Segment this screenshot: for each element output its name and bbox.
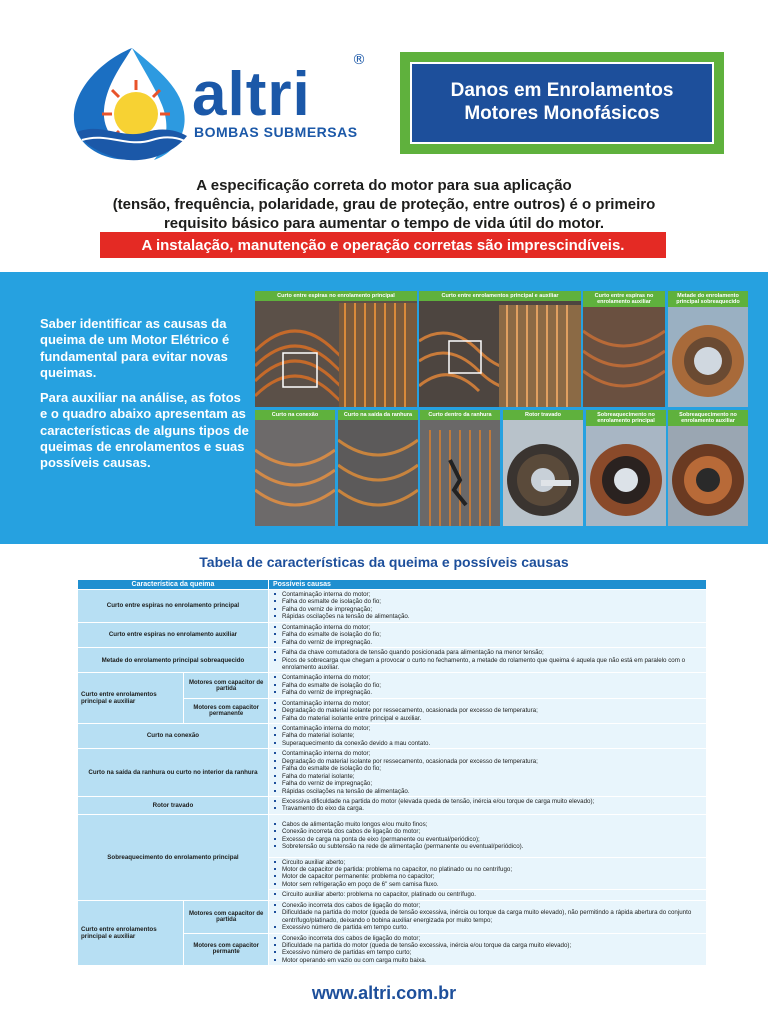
brand-name: altri (192, 60, 311, 129)
table-header-row (78, 580, 707, 590)
cause-item: Contaminação interna do motor; (272, 700, 703, 707)
cause-item: Conexão incorreta dos cabos de ligação do motor; (272, 902, 703, 909)
photo-curto-conexao (255, 410, 335, 526)
photo-label: Curto entre espiras no enrolamento auxiliar (583, 291, 665, 307)
cause-item: Falha do verniz de impregnação; (272, 780, 703, 787)
photo-label: Curto na conexão (255, 410, 335, 420)
row-name: Curto na saída da ranhura ou curto no interior da ranhura (78, 749, 269, 797)
stator-photo-icon (668, 291, 748, 407)
cause-item: Motor sem refrigeração em poço de 6" sem camisa fluxo. (272, 881, 703, 888)
cause-item: Circuito auxiliar aberto; (272, 859, 703, 866)
cause-item: Superaquecimento da conexão devido a mau contato. (272, 740, 703, 747)
cause-item: Excessiva dificuldade na partida do motor (elevada queda de tensão, inércia e/ou torque de carga muito elevado); (272, 798, 703, 805)
website-link[interactable]: www.altri.com.br (311, 983, 457, 1003)
row-causes (268, 673, 706, 698)
row-causes (268, 698, 706, 723)
stator-photo-icon (586, 410, 666, 526)
row-causes (268, 900, 706, 933)
registered-mark: ® (352, 52, 366, 68)
cause-item: Falha do verniz de impregnação. (272, 689, 703, 696)
cause-item: Excessivo número de partida em tempo curto. (272, 924, 703, 931)
column-header-causes: Possíveis causas (268, 580, 706, 590)
cause-item: Circuito auxiliar aberto: problema no capacitor, platinado ou centrífugo. (272, 891, 703, 898)
photo-label: Metade do enrolamento principal sobreaquecido (668, 291, 748, 307)
cause-item: Falha do esmalte de isolação do fio; (272, 682, 703, 689)
row-name: Rotor travado (78, 796, 269, 814)
photo-curto-principal-auxiliar (419, 291, 581, 407)
row-causes (268, 857, 706, 890)
cause-item: Picos de sobrecarga que chegam a provocar o curto no fechamento, a metade do rolamento que queima é aquela que não está em paralelo com o enrolamento auxiliar. (272, 657, 703, 672)
table-row (78, 590, 707, 623)
cause-item: Degradação do material isolante por ressecamento, ocasionada por excesso de temperatura; (272, 758, 703, 765)
row-causes (268, 724, 706, 749)
cause-item: Dificuldade na partida do motor (queda de tensão excessiva, inércia ou torque da carga muito elevado), não permitindo a rápida abertura do conjunto centrífugo/platinado, deixando o bobina auxiliar energizada por muito tempo; (272, 909, 703, 924)
cause-item: Dificuldade na partida do motor (queda de tensão excessiva, inércia e/ou torque da carga muito elevado); (272, 942, 703, 949)
photo-label: Curto na saída da ranhura (338, 410, 418, 420)
row-name: Curto entre espiras no enrolamento principal (78, 590, 269, 623)
photo-rotor-travado (503, 410, 583, 526)
intro-line-2: (tensão, frequência, polaridade, grau de proteção, entre outros) é o primeiro (112, 196, 656, 214)
row-subtype: Motores com capacitor permante (184, 933, 269, 966)
cause-item: Falha do verniz de impregnação. (272, 639, 703, 646)
table-title: Tabela de características da queima e possíveis causas (199, 554, 569, 570)
photo-band (0, 272, 768, 544)
row-name: Curto entre enrolamentos principal e auxiliar (78, 900, 184, 966)
cause-item: Cabos de alimentação muito longos e/ou muito finos; (272, 821, 703, 828)
row-name: Sobreaquecimento do enrolamento principal (78, 814, 269, 900)
brand-tagline: BOMBAS SUBMERSAS (194, 124, 358, 140)
row-name: Curto entre enrolamentos principal e auxiliar (78, 673, 184, 724)
photo-curto-dentro-ranhura (420, 410, 500, 526)
cause-item: Rápidas oscilações na tensão de alimentação. (272, 613, 703, 620)
photo-label: Rotor travado (503, 410, 583, 420)
row-causes (268, 796, 706, 814)
cause-item: Conexão incorreta dos cabos de ligação do motor; (272, 828, 703, 835)
cause-item: Excessivo número de partidas em tempo curto; (272, 949, 703, 956)
cause-item: Motor de capacitor permanente: problema no capacitor; (272, 873, 703, 880)
cause-item: Sobretensão ou subtensão na rede de alimentação (permanente ou eventual/periódico). (272, 843, 703, 850)
table-row (78, 749, 707, 797)
row-subtype: Motores com capacitor de partida (184, 900, 269, 933)
cause-item: Travamento do eixo da carga. (272, 805, 703, 812)
cause-item: Contaminação interna do motor; (272, 725, 703, 732)
table-row (78, 814, 707, 857)
stator-photo-icon (668, 410, 748, 526)
title-line-1: Danos em Enrolamentos (450, 80, 674, 102)
causes-table (77, 579, 707, 966)
intro-line-1: A especificação correta do motor para sua aplicação (196, 177, 572, 194)
cause-item: Falha do esmalte de isolação do fio; (272, 765, 703, 772)
table-row (78, 724, 707, 749)
table-row (78, 622, 707, 647)
table-row (78, 673, 707, 698)
photo-curto-saida-ranhura (338, 410, 418, 526)
cause-item: Falha da chave comutadora de tensão quando posicionada para alimentação na menor tensão; (272, 649, 703, 656)
title-box (400, 52, 724, 154)
stator-photo-icon (503, 410, 583, 526)
cause-item: Conexão incorreta dos cabos de ligação do motor; (272, 935, 703, 942)
title-line-2: Motores Monofásicos (464, 103, 660, 124)
cause-item: Contaminação interna do motor; (272, 674, 703, 681)
highlight-banner: A instalação, manutenção e operação corretas são imprescindíveis. (100, 232, 666, 258)
photo-label: Curto entre espiras no enrolamento principal (255, 291, 417, 301)
row-causes (268, 648, 706, 673)
cause-item: Falha do material isolante; (272, 732, 703, 739)
row-causes (268, 590, 706, 623)
row-name: Metade do enrolamento principal sobreaquecido (78, 648, 269, 673)
row-causes (268, 814, 706, 857)
winding-photo-icon (255, 410, 335, 526)
cause-item: Motor operando em vazio ou com carga muito baixa. (272, 957, 703, 964)
cause-item: Falha do verniz de impregnação; (272, 606, 703, 613)
logo-mark-icon (62, 40, 202, 170)
row-causes (268, 890, 706, 900)
winding-photo-icon (255, 291, 417, 407)
cause-item: Falha do material isolante; (272, 773, 703, 780)
row-causes (268, 622, 706, 647)
band-text-1: Saber identificar as causas da queima de um Motor Elétrico é fundamental para evitar novas queimas. (40, 316, 230, 380)
row-causes (268, 933, 706, 966)
table-row (78, 900, 707, 933)
title-panel (410, 62, 714, 144)
band-text-2: Para auxiliar na análise, as fotos e o quadro abaixo apresentam as características de alguns tipos de queimas de enrolamentos e suas possíveis causas. (40, 390, 249, 470)
cause-item: Rápidas oscilações na tensão de alimentação. (272, 788, 703, 795)
winding-photo-icon (583, 291, 665, 407)
photo-curto-espiras-auxiliar (583, 291, 665, 407)
cause-item: Motor de capacitor de partida: problema no capacitor, no platinado ou no centrífugo; (272, 866, 703, 873)
photo-label: Curto dentro da ranhura (420, 410, 500, 420)
photo-sobreaquecimento-principal (586, 410, 666, 526)
photo-label: Sobreaquecimento no enrolamento principal (586, 410, 666, 426)
intro-line-3: requisito básico para aumentar o tempo de vida útil do motor. (163, 215, 605, 233)
table-row (78, 796, 707, 814)
cause-item: Falha do material isolante entre principal e auxiliar. (272, 715, 703, 722)
cause-item: Contaminação interna do motor; (272, 750, 703, 757)
row-name: Curto entre espiras no enrolamento auxiliar (78, 622, 269, 647)
photo-label: Sobreaquecimento no enrolamento auxiliar (668, 410, 748, 426)
row-subtype: Motores com capacitor de partida (184, 673, 269, 698)
intro-text (40, 176, 728, 234)
winding-photo-icon (338, 410, 418, 526)
cause-item: Falha do esmalte de isolação do fio; (272, 631, 703, 638)
cause-item: Degradação do material isolante por ressecamento, ocasionada por excesso de temperatura; (272, 707, 703, 714)
column-header-characteristic: Característica da queima (78, 580, 269, 590)
row-name: Curto na conexão (78, 724, 269, 749)
photo-metade-sobreaquecido (668, 291, 748, 407)
cause-item: Falha do esmalte de isolação do fio; (272, 598, 703, 605)
winding-photo-icon (419, 291, 581, 407)
photo-sobreaquecimento-auxiliar (668, 410, 748, 526)
cause-item: Excesso de carga na ponta de eixo (permanente ou eventual/periódico); (272, 836, 703, 843)
row-subtype: Motores com capacitor permanente (184, 698, 269, 723)
photo-label: Curto entre enrolamentos principal e auxiliar (419, 291, 581, 301)
cause-item: Contaminação interna do motor; (272, 591, 703, 598)
row-causes (268, 749, 706, 797)
winding-photo-icon (420, 410, 500, 526)
cause-item: Contaminação interna do motor; (272, 624, 703, 631)
photo-curto-espiras-principal (255, 291, 417, 407)
table-row (78, 648, 707, 673)
